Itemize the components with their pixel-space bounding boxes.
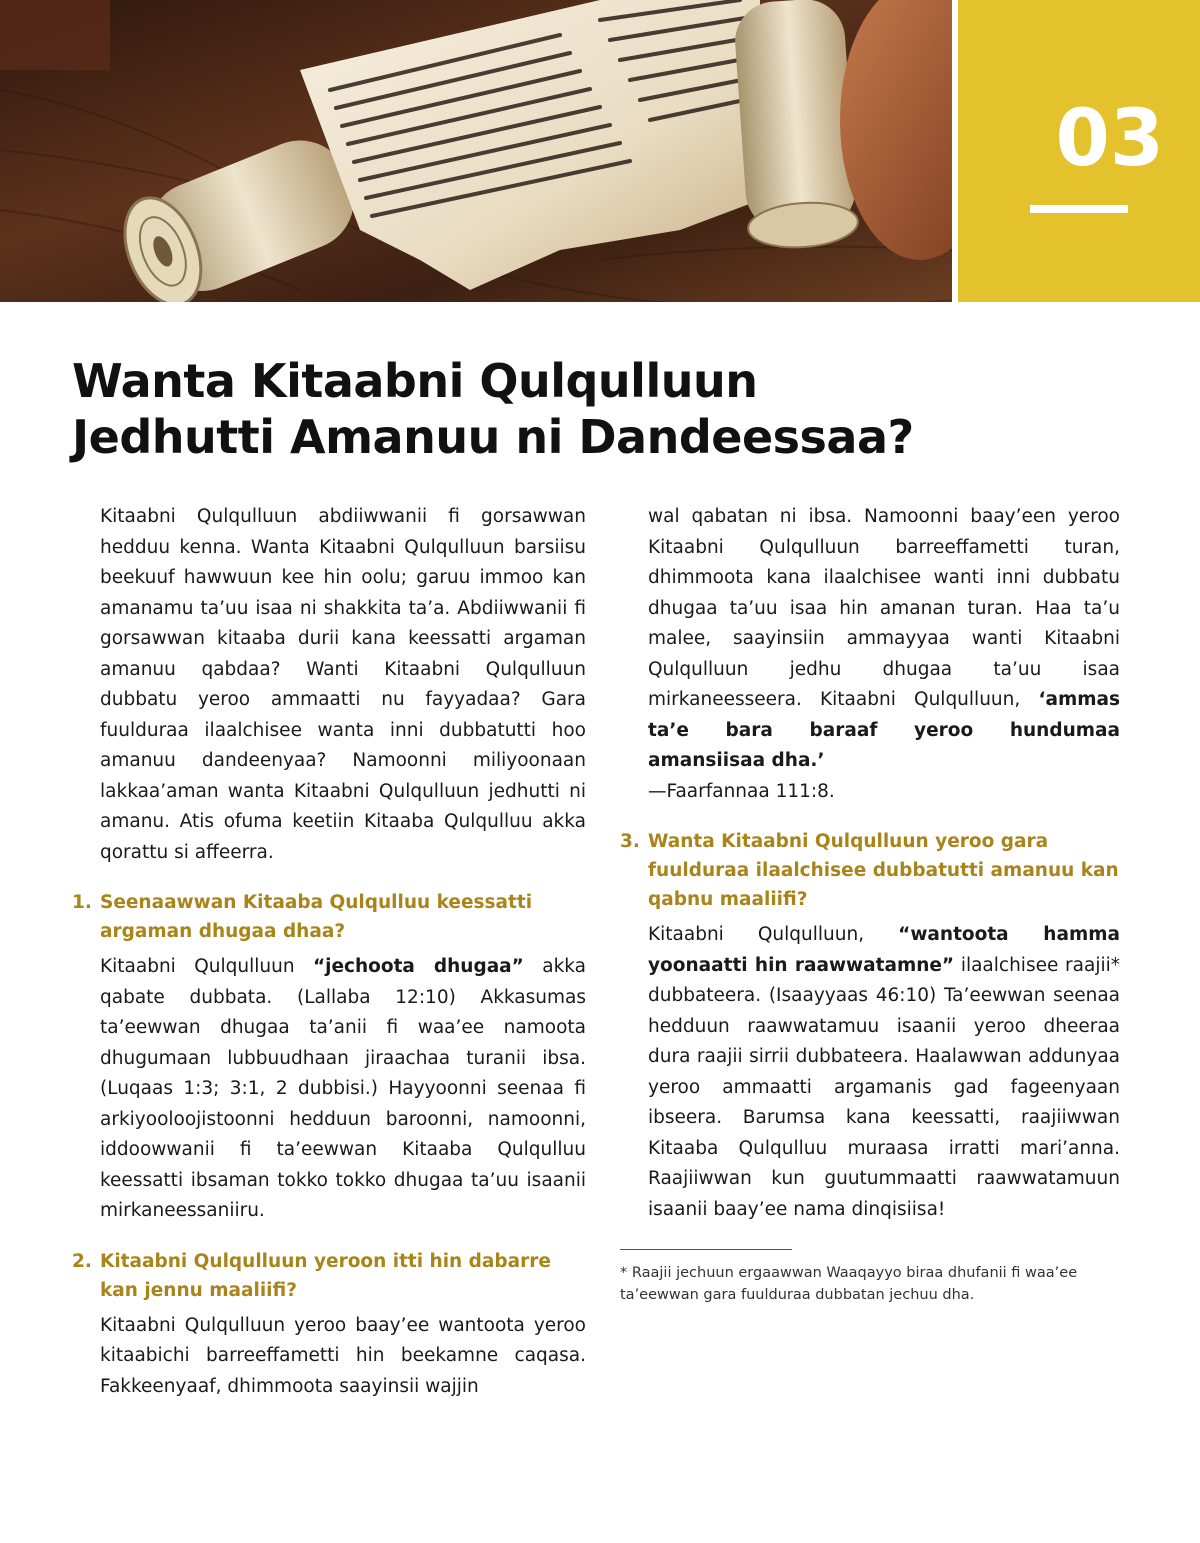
chapter-number-panel (958, 0, 1200, 302)
question-3-text: Wanta Kitaabni Qulqulluun yeroo gara fuulduraa ilaalchisee dubbatutti amanuu kan qabnu maaliifi? (648, 831, 1119, 910)
right-column (620, 502, 1120, 1306)
answer-2-citation: —Faarfannaa 111:8. (648, 780, 835, 802)
question-1-number: 1. (72, 892, 92, 913)
answer-1-paragraph (72, 952, 586, 1227)
answer-2-text-continued: wal qabatan ni ibsa. Namoonni baay’een yeroo Kitaabni Qulqulluun barreeffametti turan, dhimmoota kana ilaalchisee wanti inni dubbatu dhugaa ta’uu isaa hin amanan turan. Haa ta’u malee, saayinsiin ammayyaa wanti Kitaabni Qulqulluun jedhu dhugaa ta’uu isaa mirkaneesseera. Kitaabni Qulqulluun, (648, 506, 1120, 710)
question-2-number: 2. (72, 1250, 92, 1272)
page-title-line-1: Wanta Kitaabni Qulqulluun (72, 354, 758, 408)
question-2 (72, 1247, 586, 1305)
answer-1-text-end: akka qabate dubbata. (Lallaba 12:10) Akkasumas ta’eewwan dhugaa ta’anii fi waa’ee namoota dhugumaan lubbuudhaan jiraachaa turanii ibsa. (Luqaas 1:3; 3:1, 2 dubbisi.) Hayyoonni seenaa fi arkiyooloojistoonni hedduun baroonni, namoonni, iddoowwanii fi ta’eewwan Kitaaba Qulqulluu keessatti ibsaman tokko tokko dhugaa ta’uu isaanii mirkaneessaniiru. (100, 956, 587, 1221)
answer-1-text-start: Kitaabni Qulqulluun (100, 956, 313, 977)
page-title (72, 353, 972, 465)
answer-3-text-end: ilaalchisee raajii* dubbateera. (Isaayyaas 46:10) Ta’eewwan seenaa hedduun raawwatamuu isaanii yeroo dheeraa dura raajii sirrii dubbateera. Haalawwan addunyaa yeroo ammaatti argamanis gad fageenyaan ibseera. Barumsa kana keessatti, raajiiwwan Kitaaba Qulqulluu muraasa irratti mari’anna. Raajiiwwan kun guutummaatti raawwatamuun isaanii baay’ee nama dinqisiisa! (648, 954, 1120, 1220)
chapter-number-underline (1030, 205, 1128, 213)
intro-paragraph: Kitaabni Qulqulluun abdiiwwanii fi gorsawwan hedduu kenna. Wanta Kitaabni Qulqulluun barsiisu beekuuf hawwuun kee hin oolu; garuu immoo kan amanamu ta’uu isaa ni shakkita ta’a. Abdiiwwanii fi gorsawwan kitaaba durii kana keessatti argaman amanuu qabdaa? Wanti Kitaabni Qulqulluun dubbatu yeroo ammaatti nu fayyadaa? Gara fuulduraa ilaalchisee wanta inni dubbatutti hoo amanuu dandeenyaa? Namoonni miliyoonaan lakkaa’aman wanta Kitaabni Qulqulluun jedhutti ni amanu. Atis ofuma keetiin Kitaaba Qulqulluu akka qorattu si affeerra. (100, 506, 586, 863)
answer-3-paragraph (620, 920, 1120, 1225)
answer-3-text-start: Kitaabni Qulqulluun, (648, 924, 899, 945)
scroll-image (0, 0, 952, 302)
question-3-number: 3. (620, 831, 640, 852)
answer-1-emphasis: “jechoota dhugaa” (312, 956, 524, 977)
footnote: * Raajii jechuun ergaawwan Waaqayyo biraa dhufanii fi waa’ee ta’eewwan gara fuulduraa dubbatan jechuu dha. (620, 1265, 1078, 1303)
question-1-text: Seenaawwan Kitaaba Qulqulluu keessatti argaman dhugaa dhaa? (100, 892, 533, 942)
question-1 (72, 888, 586, 946)
page-title-line-2: Jedhutti Amanuu ni Dandeessaa? (72, 410, 914, 464)
footnote-divider (620, 1249, 792, 1250)
question-2-text: Kitaabni Qulqulluun yeroon itti hin dabarre kan jennu maaliifi? (100, 1250, 551, 1301)
chapter-number: 03 (1055, 94, 1164, 184)
left-column (72, 502, 586, 1402)
answer-2-emphasis: ‘ammas ta’e bara baraaf yeroo hundumaa amansiisaa dha.’ (648, 689, 1120, 771)
question-3 (620, 827, 1120, 914)
answer-2-paragraph-continued (620, 502, 1120, 807)
answer-2-paragraph-start: Kitaabni Qulqulluun yeroo baay’ee wantoota yeroo kitaabichi barreeffametti hin beekamne caqasa. Fakkeenyaaf, dhimmoota saayinsii wajjin (100, 1314, 586, 1397)
answer-3-emphasis: “wantoota hamma yoonaatti hin raawwatamne” (648, 924, 1120, 976)
hero-image (0, 0, 952, 302)
